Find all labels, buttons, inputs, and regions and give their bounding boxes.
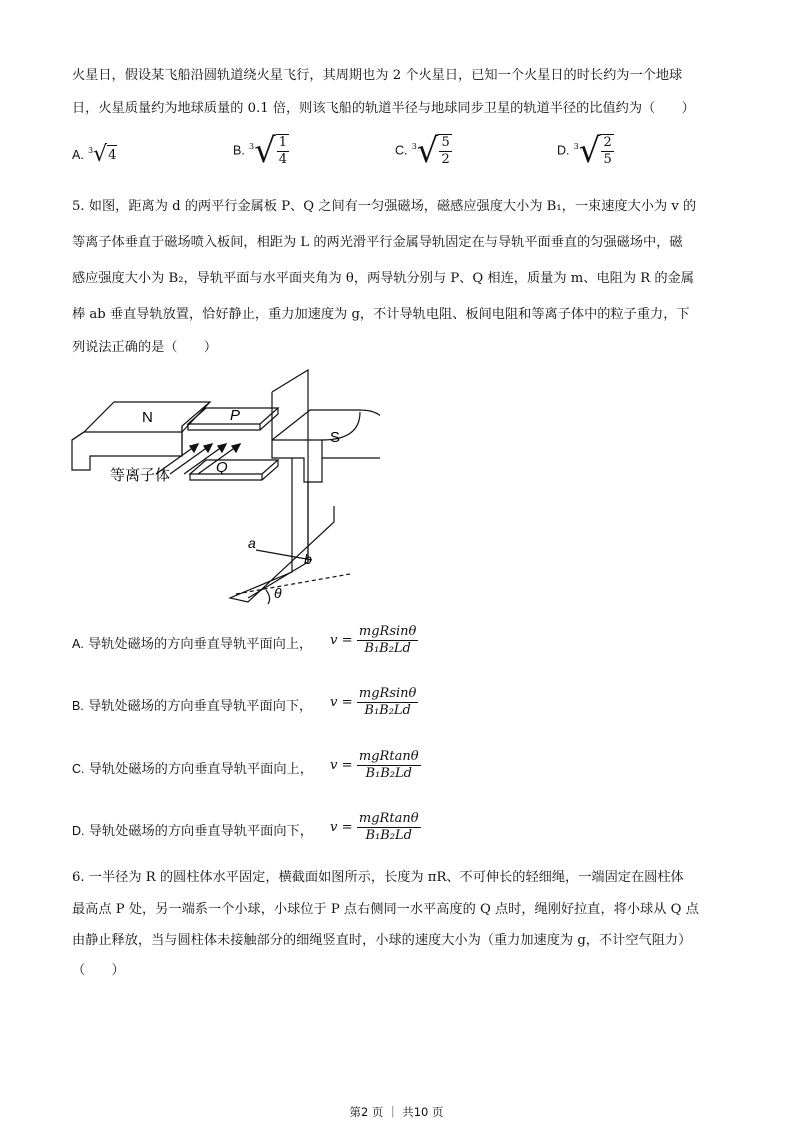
q5-text-line-2: 等离子体垂直于磁场喷入板间，相距为 L 的两光滑平行金属导轨固定在与导轨平面垂直的匀强磁场中，磁 <box>72 235 683 250</box>
q5-option-d: D. 导轨处磁场的方向垂直导轨平面向下， <box>72 824 313 839</box>
label-q: Q <box>216 459 228 476</box>
q4-text-line-2: 日，火星质量约为地球质量的 0.1 倍，则该飞船的轨道半径与地球同步卫星的轨道半径的比值约为（ ） <box>72 101 695 116</box>
q5-text-line-3: 感应强度大小为 B₂，导轨平面与水平面夹角为 θ，两导轨分别与 P、Q 相连，质量为 m、电阻为 R 的金属 <box>72 271 694 286</box>
q5-option-c: C. 导轨处磁场的方向垂直导轨平面向上， <box>72 762 313 777</box>
label-a: a <box>248 535 256 551</box>
q5-option-c-formula: v = $\frac{\text{mgRtanθ}}{\text{B₁B₂Ld}}$ <box>330 749 419 781</box>
theta-arc <box>266 590 270 604</box>
plate-q <box>190 460 278 474</box>
q5-option-a: A. 导轨处磁场的方向垂直导轨平面向上， <box>72 637 313 652</box>
s-magnet <box>272 410 380 482</box>
q4-option-d: D. $^3$√ $\frac{2}{5}$ <box>557 131 612 171</box>
q4-option-a: A. $^3$√4 <box>72 142 117 167</box>
label-b: b <box>304 551 312 567</box>
page-footer: 第2 页 ｜ 共10 页 <box>349 1105 444 1119</box>
q4-text-line-1: 火星日，假设某飞船沿圆轨道绕火星飞行，其周期也为 2 个火星日，已知一个火星日的时长约为一个地球 <box>72 68 683 83</box>
q5-figure <box>60 362 380 612</box>
label-theta: θ <box>274 585 282 601</box>
q6-text-line-1: 6. 一半径为 R 的圆柱体水平固定，横截面如图所示，长度为 πR、不可伸长的轻细绳，一端固定在圆柱体 <box>72 870 684 885</box>
q5-option-b-formula: v = $\frac{\text{mgRsinθ}}{\text{B₁B₂Ld}}$ <box>330 686 417 718</box>
q4-option-b: B. $^3$√ $\frac{1}{4}$ <box>233 131 288 171</box>
label-plasma: 等离子体 <box>110 467 171 484</box>
q4-option-c: C. $^3$√ $\frac{5}{2}$ <box>395 131 450 171</box>
horizontal-dashed-line <box>236 574 350 594</box>
q5-option-b: B. 导轨处磁场的方向垂直导轨平面向下， <box>72 699 313 714</box>
q6-text-line-2: 最高点 P 处，另一端系一个小球，小球位于 P 点右侧同一水平高度的 Q 点时，绳刚好拉直，将小球从 Q 点 <box>72 902 699 917</box>
q5-option-d-formula: v = $\frac{\text{mgRtanθ}}{\text{B₁B₂Ld}}$ <box>330 811 419 843</box>
q5-text-line-4: 棒 ab 垂直导轨放置，恰好静止，重力加速度为 g，不计导轨电阻、板间电阻和等离子体中的粒子重力，下 <box>72 307 690 322</box>
q5-text-line-1: 5. 如图，距离为 d 的两平行金属板 P、Q 之间有一匀强磁场，磁感应强度大小为 B₁，一束速度大小为 v 的 <box>72 199 697 214</box>
label-n: N <box>142 409 153 426</box>
q6-text-line-3: 由静止释放，当与圆柱体未接触部分的细绳竖直时，小球的速度大小为（重力加速度为 g，不计空气阻力） <box>72 933 692 948</box>
label-s: S <box>330 429 341 446</box>
q5-option-a-formula: v = $\frac{\text{mgRsinθ}}{\text{B₁B₂Ld}}$ <box>330 624 417 656</box>
q5-text-line-5: 列说法正确的是（ ） <box>72 340 218 355</box>
label-p: P <box>230 407 241 424</box>
q6-text-line-4: （ ） <box>72 963 125 978</box>
